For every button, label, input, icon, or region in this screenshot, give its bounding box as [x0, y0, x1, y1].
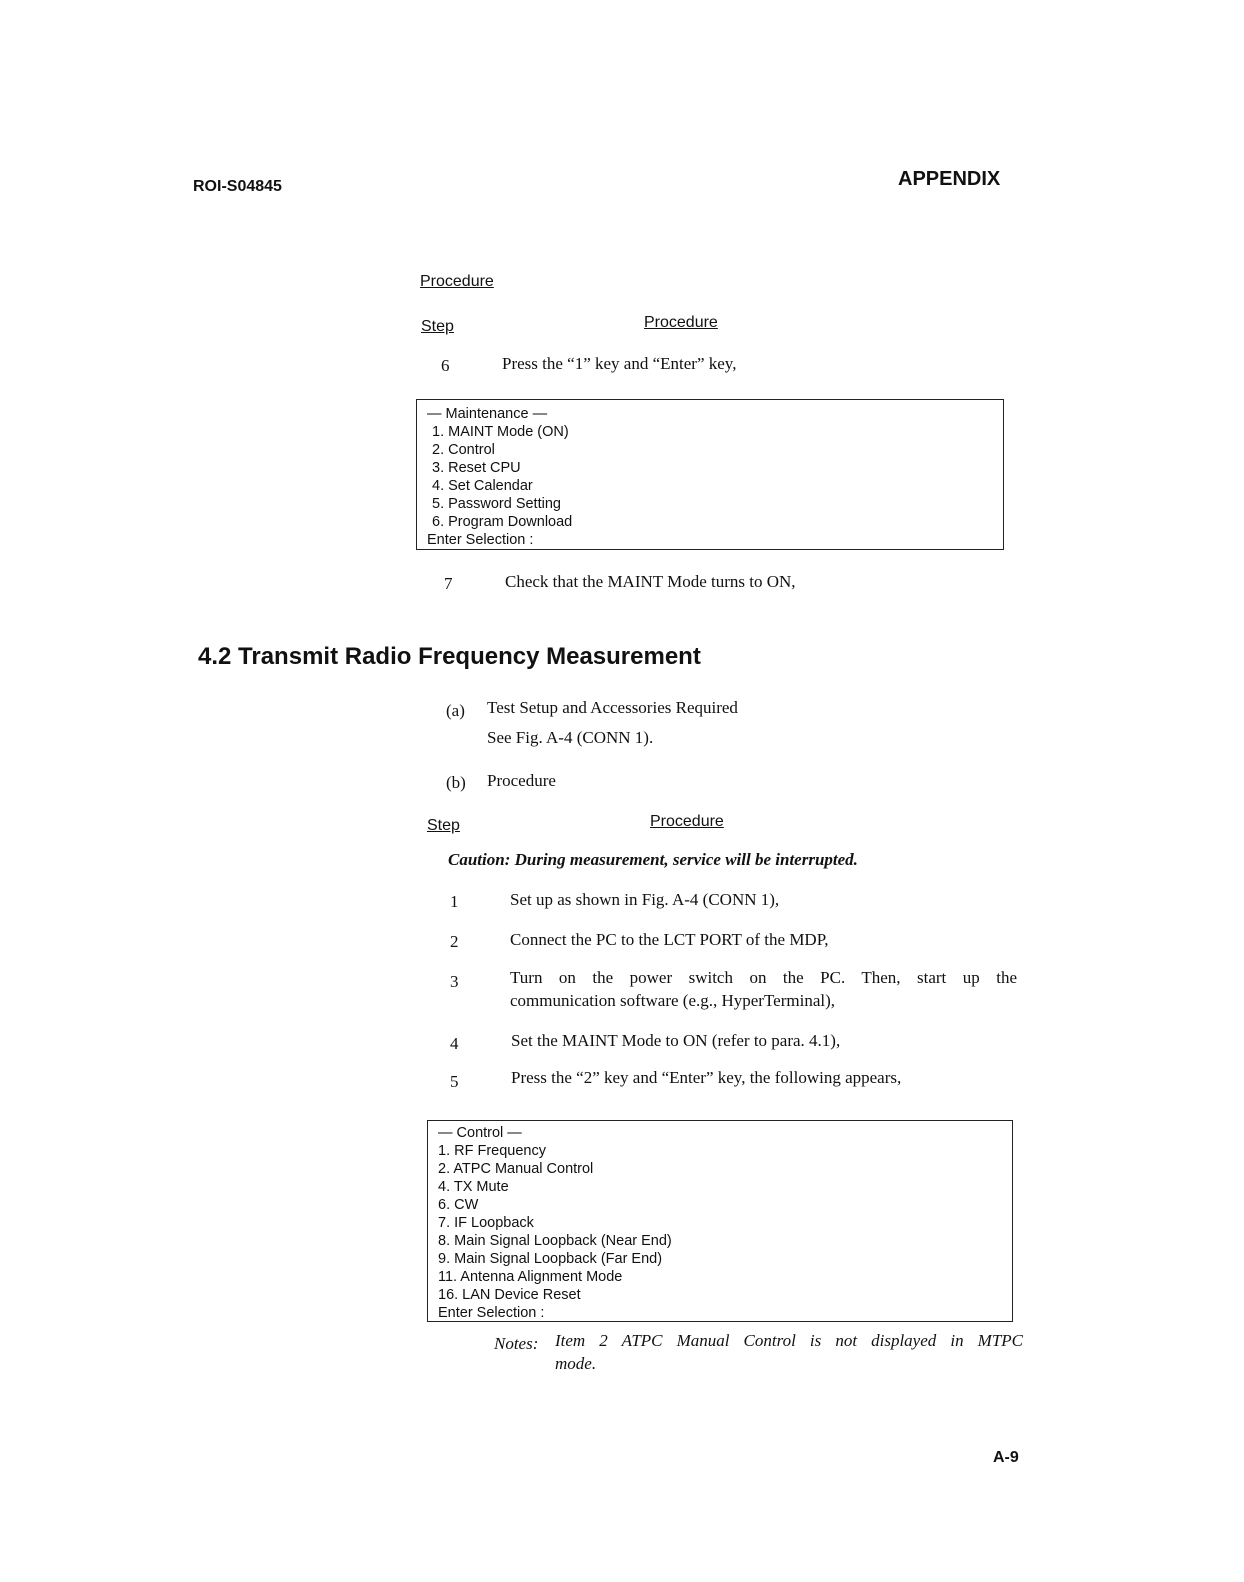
step-text: Turn on the power switch on the PC. Then, start up the	[510, 968, 1017, 987]
menu-item: 1. MAINT Mode (ON)	[432, 424, 569, 440]
step-text: Press the “2” key and “Enter” key, the following appears,	[511, 1068, 902, 1087]
step-number: 7	[444, 574, 453, 593]
menu-item: 11. Antenna Alignment Mode	[438, 1269, 623, 1285]
item-a-label: (a)	[446, 701, 465, 720]
step-text: Press the “1” key and “Enter” key,	[502, 354, 737, 373]
maintenance-menu-screen	[416, 399, 1004, 550]
step-text: Set the MAINT Mode to ON (refer to para. 4.1),	[511, 1031, 841, 1050]
menu-item: 4. TX Mute	[438, 1179, 509, 1195]
step-text: Check that the MAINT Mode turns to ON,	[505, 572, 796, 591]
item-a-text: Test Setup and Accessories Required	[487, 698, 738, 717]
menu-prompt: Enter Selection :	[427, 532, 534, 548]
menu-title: — Control —	[438, 1125, 522, 1141]
menu-item: 8. Main Signal Loopback (Near End)	[438, 1233, 672, 1249]
notes-label: Notes:	[494, 1334, 539, 1353]
menu-item: 1. RF Frequency	[438, 1143, 546, 1159]
procedure-label: Procedure	[420, 273, 494, 290]
procedure-column-header: Procedure	[650, 813, 724, 830]
notes-text: Item 2 ATPC Manual Control is not displayed in MTPC	[555, 1331, 1023, 1350]
step-number: 6	[441, 356, 450, 375]
menu-prompt: Enter Selection :	[438, 1305, 545, 1321]
step-column-header: Step	[421, 318, 454, 335]
step-number: 2	[450, 932, 459, 951]
step-text: Set up as shown in Fig. A-4 (CONN 1),	[510, 890, 780, 909]
procedure-column-header: Procedure	[644, 314, 718, 331]
control-menu-screen	[427, 1120, 1013, 1322]
menu-item: 7. IF Loopback	[438, 1215, 534, 1231]
section-heading: APPENDIX	[898, 168, 1001, 190]
page-number: A-9	[993, 1449, 1019, 1466]
step-number: 5	[450, 1072, 459, 1091]
menu-item: 16. LAN Device Reset	[438, 1287, 581, 1303]
section-title: 4.2 Transmit Radio Frequency Measurement	[198, 643, 701, 670]
step-text-continued: communication software (e.g., HyperTerminal),	[510, 991, 836, 1010]
menu-item: 2. Control	[432, 442, 495, 458]
menu-item: 5. Password Setting	[432, 496, 561, 512]
menu-title: — Maintenance —	[427, 406, 548, 422]
item-b-label: (b)	[446, 773, 466, 792]
step-number: 3	[450, 972, 459, 991]
step-text: Connect the PC to the LCT PORT of the MDP,	[510, 930, 829, 949]
step-number: 4	[450, 1034, 459, 1053]
menu-item: 6. Program Download	[432, 514, 573, 530]
menu-item: 9. Main Signal Loopback (Far End)	[438, 1251, 663, 1267]
menu-item: 6. CW	[438, 1197, 479, 1213]
item-a-subtext: See Fig. A-4 (CONN 1).	[487, 728, 654, 747]
step-number: 1	[450, 892, 459, 911]
step-column-header: Step	[427, 817, 460, 834]
menu-item: 2. ATPC Manual Control	[438, 1161, 594, 1177]
caution-note: Caution: During measurement, service will be interrupted.	[448, 850, 858, 869]
menu-item: 3. Reset CPU	[432, 460, 521, 476]
menu-item: 4. Set Calendar	[432, 478, 533, 494]
notes-text-continued: mode.	[555, 1354, 597, 1373]
item-b-text: Procedure	[487, 771, 556, 790]
document-id: ROI-S04845	[193, 178, 282, 195]
